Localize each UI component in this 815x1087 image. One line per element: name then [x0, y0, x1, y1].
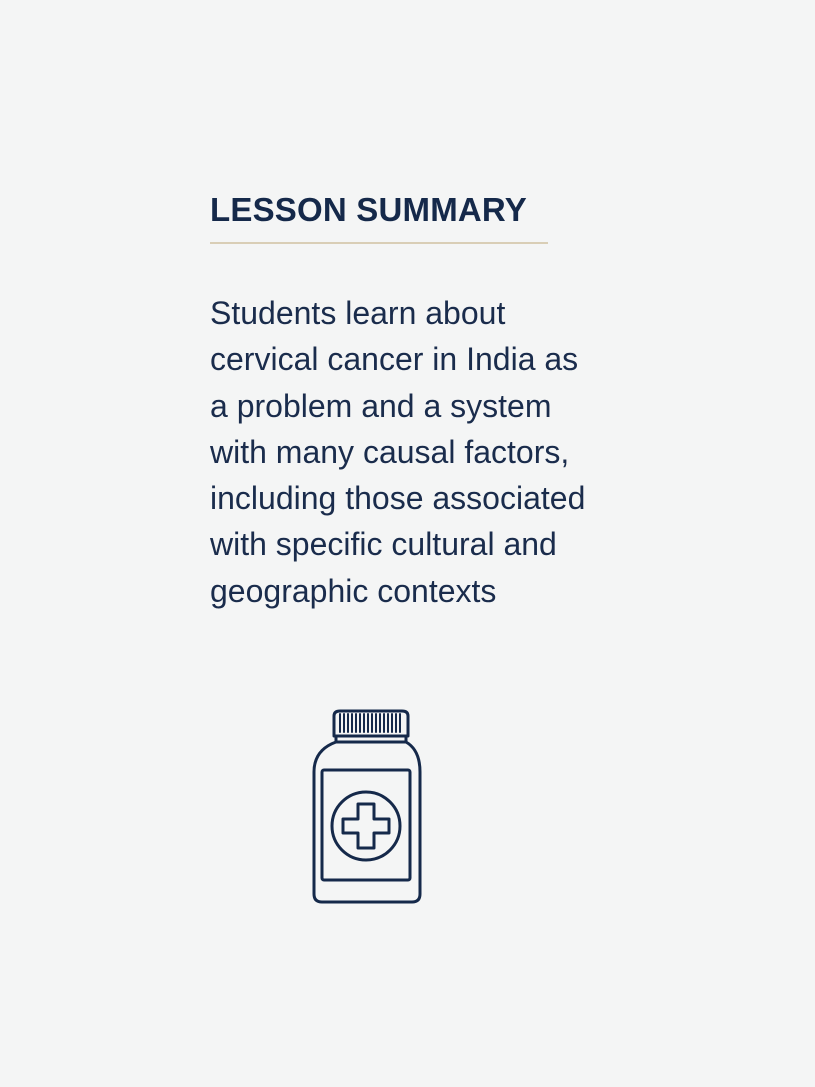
- summary-line: cervical cancer in India as: [210, 341, 579, 378]
- summary-line: including those associated: [210, 480, 586, 517]
- summary-line: a problem and a system: [210, 387, 552, 424]
- title-divider: [210, 242, 548, 244]
- summary-line: Students learn about: [210, 295, 506, 331]
- lesson-summary-text: [210, 290, 630, 614]
- page-title: LESSON SUMMARY: [210, 191, 527, 228]
- summary-line: with specific cultural and: [210, 526, 557, 563]
- summary-line: geographic contexts: [210, 572, 497, 609]
- summary-line: with many causal factors,: [210, 433, 570, 470]
- medicine-bottle-icon: [306, 706, 424, 908]
